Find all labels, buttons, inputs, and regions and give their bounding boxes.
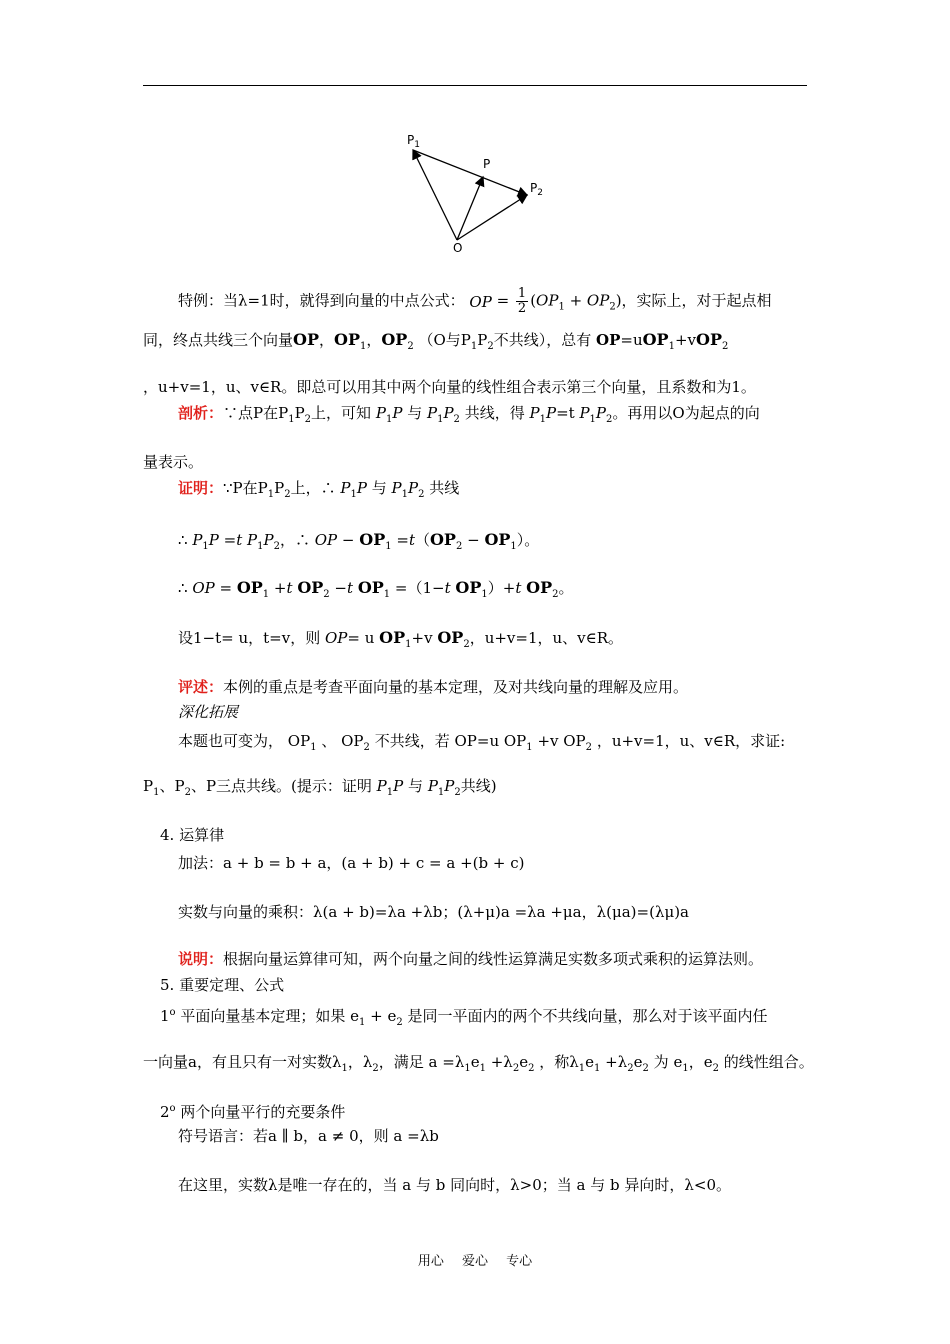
vector-op2 bbox=[457, 195, 527, 240]
section5-title: 5. 重要定理、公式 bbox=[160, 976, 285, 994]
para1-line3: ，u+v=1，u、v∈R。即总可以用其中两个向量的线性组合表示第三个向量，且系数和为1。 bbox=[143, 378, 756, 396]
extension-title: 深化拓展 bbox=[178, 703, 239, 721]
theorem1-line1: 1$^o$ 平面向量基本定理；如果 $e_1 + e_2$ 是同一平面内的两个不共线向量，那么对于该平面内任 bbox=[160, 1007, 768, 1028]
section4-title: 4. 运算律 bbox=[160, 826, 225, 844]
proof-line4: 设1−t= u，t=v，则 OP= u $OP_1+v$ $OP_2$，u+v=1，u、v∈R。 bbox=[178, 628, 624, 650]
extension-line1: 本题也可变为， $OP_1$ 、 $OP_2$ 不共线，若 OP=u $OP_1 +v$ $OP_2$ ，u+v=1，u、v∈R，求证: bbox=[178, 732, 786, 753]
vector-op bbox=[457, 177, 483, 240]
theorem1-line2: 一向量a，有且只有一对实数$\lambda_1$，$\lambda_2$，满足 $a =\lambda_1e_1 +\lambda_2e_2$ ，称$\lambda_1e_1 +\lambda_2e_2$ 为 $e_1$，$e_2$ 的线性组合。 bbox=[143, 1053, 814, 1074]
section4-note: 说明：根据向量运算律可知，两个向量之间的线性运算满足实数多项式乘积的运算法则。 bbox=[178, 950, 764, 968]
comment-line: 评述：本例的重点是考查平面向量的基本定理，及对共线向量的理解及应用。 bbox=[178, 678, 689, 696]
label-p: P bbox=[483, 157, 491, 171]
label-p1: $P_1$ bbox=[407, 133, 420, 150]
vector-op1 bbox=[413, 150, 457, 240]
para1-line2: 同，终点共线三个向量OP，$OP_1$，$OP_2$ （O与$P_1P_2$不共线），总有 OP=uOP$_1$+vOP$_2$ bbox=[143, 330, 729, 352]
theorem2-title: 2$^o$ 两个向量平行的充要条件 bbox=[160, 1103, 346, 1121]
extension-line2: $P_1$、$P_2$、P三点共线。(提示：证明 $P_1P$ 与 $P_1P_2$共线) bbox=[143, 777, 497, 798]
theorem2-symbol: 符号语言：若a ∥ b，a ≠ 0，则 a =λb bbox=[178, 1127, 439, 1145]
line-p1-p2 bbox=[413, 150, 527, 195]
page-footer: 用心 爱心 专心 bbox=[417, 1254, 533, 1269]
analysis-line2: 量表示。 bbox=[143, 453, 204, 471]
label-o: O bbox=[453, 241, 463, 253]
proof-line2: ∴ $P_1P =t$ $P_1P_2$，∴ OP − $OP_1 =t(OP_2 - OP_1)$。 bbox=[178, 530, 540, 552]
proof-line1: 证明：∵P在$P_1P_2$上，∴ $P_1P$ 与 $P_1P_2$ 共线 bbox=[178, 479, 460, 500]
label-p2: $P_2$ bbox=[530, 181, 543, 198]
proof-line3: ∴ OP = $OP_1 +t$ $OP_2 -t$ $OP_1 =(1-t$ $OP_1)+t$ $OP_2$。 bbox=[178, 578, 574, 600]
section4-add: 加法：a + b = b + a，(a + b) + c = a +(b + c) bbox=[178, 854, 525, 872]
analysis-line: 剖析：∵点P在$P_1P_2$上，可知 $P_1P$ 与 $P_1P_2$ 共线，得 $P_1P=t$ $P_1P_2$。再用以O为起点的向 bbox=[178, 404, 760, 425]
para1-line1: 特例：当λ=1时，就得到向量的中点公式： OP = $\frac{1}{2}$ $(OP_1 + OP_2)$，实际上，对于起点相 bbox=[178, 286, 772, 316]
theorem2-desc: 在这里，实数λ是唯一存在的，当 a 与 b 同向时，λ>0；当 a 与 b 异向时，λ<0。 bbox=[178, 1176, 732, 1194]
vector-diagram bbox=[395, 128, 565, 253]
header-rule bbox=[143, 85, 807, 86]
section4-mul: 实数与向量的乘积：λ(a + b)=λa +λb；(λ+μ)a =λa +μa，λ(μa)=(λμ)a bbox=[178, 903, 689, 921]
